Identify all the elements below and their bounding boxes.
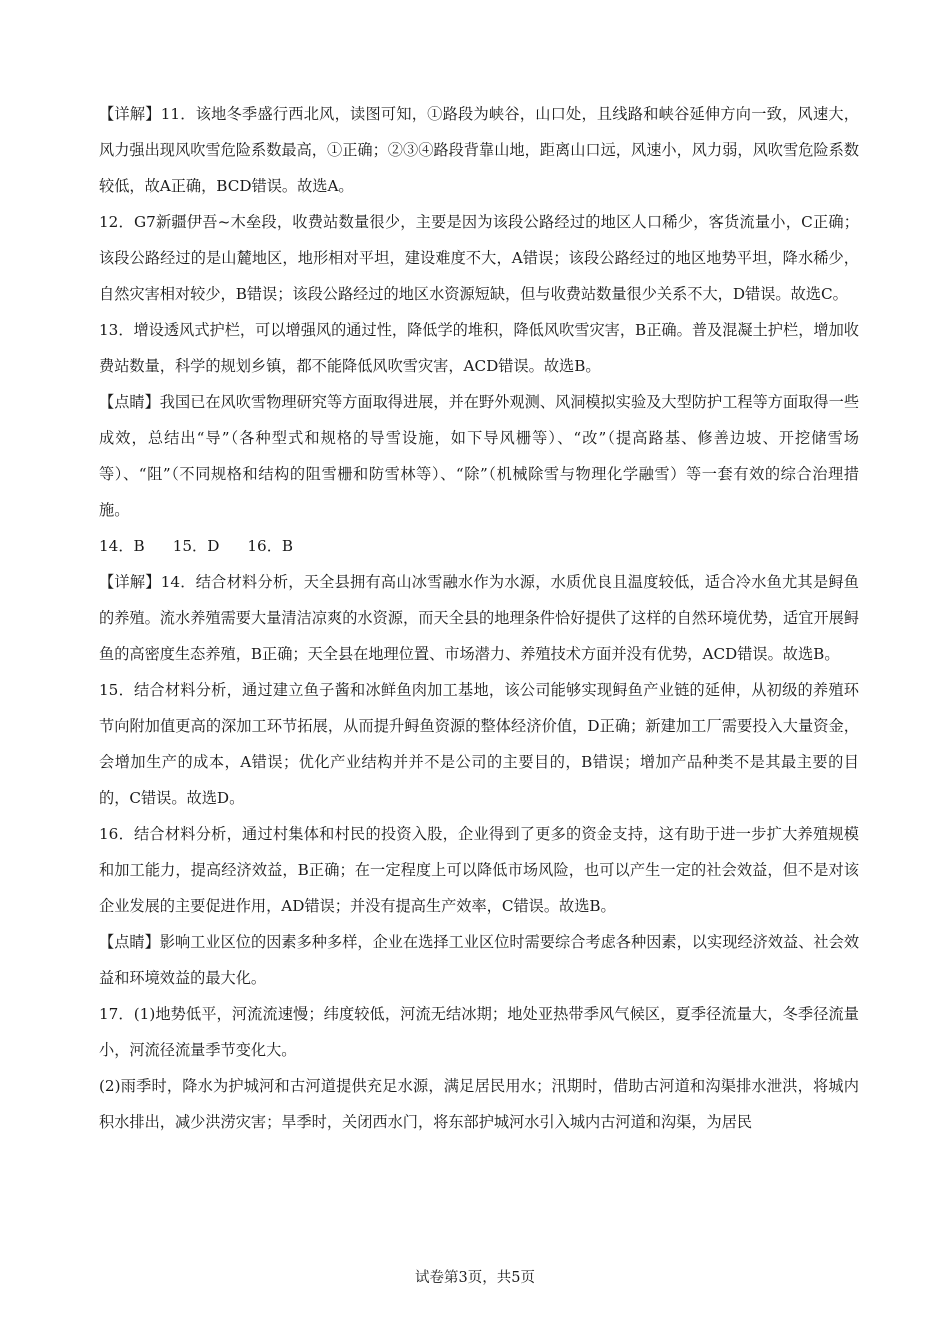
explanation-q14: 【详解】14．结合材料分析，天全县拥有高山冰雪融水作为水源，水质优良且温度较低，适合冷水鱼尤其是鲟鱼的养殖。流水养殖需要大量清洁凉爽的水资源，而天全县的地理条件恰好提供了这样的自然环境优势，适宜开展鲟鱼的高密度生态养殖，B正确；天全县在地理位置、市场潜力、养殖技术方面并没有优势，ACD错误。故选B。 bbox=[99, 573, 859, 663]
answer-15: 15．D bbox=[172, 537, 220, 555]
answer-text-body bbox=[99, 96, 859, 1140]
explanation-q13: 13．增设透风式护栏，可以增强风的通过性，降低学的堆积，降低风吹雪灾害，B正确。普及混凝土护栏，增加收费站数量，科学的规划乡镇，都不能降低风吹雪灾害，ACD错误。故选B。 bbox=[99, 321, 859, 375]
answer-16: 16．B bbox=[247, 537, 294, 555]
page-footer: 试卷第3页，共5页 bbox=[415, 1270, 535, 1286]
answer-key-14-16 bbox=[99, 528, 859, 564]
explanation-q11: 【详解】11．该地冬季盛行西北风，读图可知，①路段为峡谷，山口处，且线路和峡谷延伸方向一致，风速大，风力强出现风吹雪危险系数最高，①正确；②③④路段背靠山地，距离山口远，风速小，风力弱，风吹雪危险系数较低，故A正确，BCD错误。故选A。 bbox=[99, 105, 859, 195]
tip-q11-13: 【点睛】我国已在风吹雪物理研究等方面取得进展，并在野外观测、风洞模拟实验及大型防护工程等方面取得一些成效，总结出“导”（各种型式和规格的导雪设施，如下导风栅等）、“改”（提高路基、修善边坡、开挖储雪场等）、“阻”（不同规格和结构的阻雪栅和防雪林等）、“除”（机械除雪与物理化学融雪）等一套有效的综合治理措施。 bbox=[99, 393, 859, 519]
answer-q17-part1: 17．(1)地势低平，河流流速慢；纬度较低，河流无结冰期；地处亚热带季风气候区，夏季径流量大，冬季径流量小，河流径流量季节变化大。 bbox=[99, 1005, 859, 1059]
explanation-q16: 16．结合材料分析，通过村集体和村民的投资入股，企业得到了更多的资金支持，这有助于进一步扩大养殖规模和加工能力，提高经济效益，B正确；在一定程度上可以降低市场风险，也可以产生一定的社会效益，但不是对该企业发展的主要促进作用，AD错误；并没有提高生产效率，C错误。故选B。 bbox=[99, 825, 859, 915]
answer-14: 14．B bbox=[99, 537, 145, 555]
explanation-q15: 15．结合材料分析，通过建立鱼子酱和冰鲜鱼肉加工基地，该公司能够实现鲟鱼产业链的延伸，从初级的养殖环节向附加值更高的深加工环节拓展，从而提升鲟鱼资源的整体经济价值，D正确；新建加工厂需要投入大量资金，会增加生产的成本，A错误；优化产业结构并并不是公司的主要目的，B错误；增加产品种类不是其最主要的目的，C错误。故选D。 bbox=[99, 681, 859, 807]
explanation-q12: 12．G7新疆伊吾~木垒段，收费站数量很少，主要是因为该段公路经过的地区人口稀少，客货流量小，C正确；该段公路经过的是山麓地区，地形相对平坦，建设难度不大，A错误；该段公路经过的地区地势平坦，降水稀少，自然灾害相对较少，B错误；该段公路经过的地区水资源短缺，但与收费站数量很少关系不大，D错误。故选C。 bbox=[99, 213, 859, 303]
answer-q17-part2: (2)雨季时，降水为护城河和古河道提供充足水源，满足居民用水；汛期时，借助古河道和沟渠排水泄洪，将城内积水排出，减少洪涝灾害；旱季时，关闭西水门，将东部护城河水引入城内古河道和沟渠，为居民 bbox=[99, 1077, 859, 1131]
tip-q14-16: 【点睛】影响工业区位的因素多种多样，企业在选择工业区位时需要综合考虑各种因素，以实现经济效益、社会效益和环境效益的最大化。 bbox=[99, 933, 859, 987]
